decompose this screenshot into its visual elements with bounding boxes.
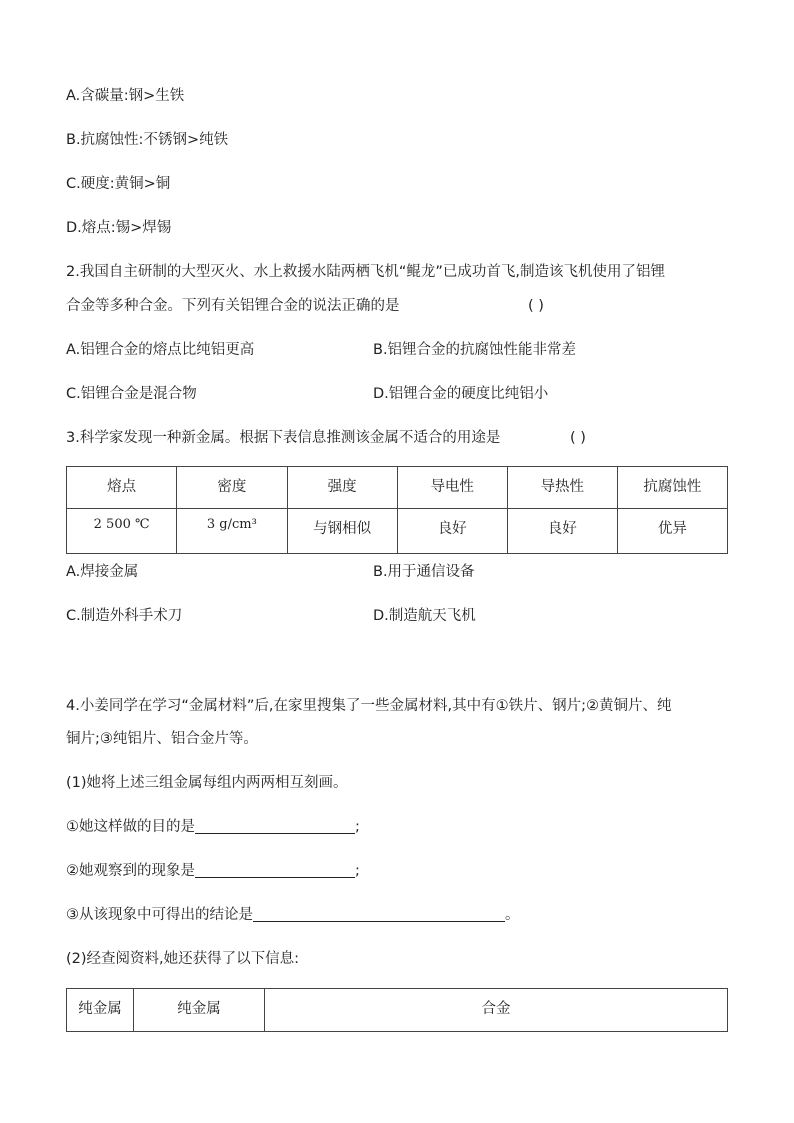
q4-table-header-row xyxy=(67,989,728,1032)
q4-sub2-answer-blank[interactable] xyxy=(195,861,355,878)
q3-header-thermal: 导热性 xyxy=(507,467,617,509)
q1-option-c: C.硬度:黄铜>铜 xyxy=(66,176,171,192)
q2-option-d: D.铝锂合金的硬度比纯铝小 xyxy=(373,386,549,402)
q3-stem-text: 3.科学家发现一种新金属。根据下表信息推测该金属不适合的用途是 xyxy=(66,430,501,446)
q4-sub2-text: ②她观察到的现象是 xyxy=(66,863,195,879)
q2-stem-line1: 2.我国自主研制的大型灭火、水上救援水陆两栖飞机“鲲龙”已成功首飞,制造该飞机使用了铝锂 xyxy=(66,264,665,280)
q3-header-strength: 强度 xyxy=(287,467,397,509)
q4-info-table xyxy=(66,988,728,1032)
q2-stem-line2 xyxy=(66,296,544,316)
q2-option-c: C.铝锂合金是混合物 xyxy=(66,386,197,402)
q3-properties-table xyxy=(66,466,728,554)
q4-sub1-end: ; xyxy=(355,819,360,835)
q4-sub3-end: 。 xyxy=(505,907,520,923)
q3-value-conductivity: 良好 xyxy=(397,509,507,554)
q4-part1: (1)她将上述三组金属每组内两两相互刻画。 xyxy=(66,775,348,791)
q3-stem xyxy=(66,428,586,448)
q4-sub3-text: ③从该现象中可得出的结论是 xyxy=(66,907,253,923)
q2-answer-paren: ( ) xyxy=(528,298,544,314)
q4-sub1 xyxy=(66,817,360,837)
q1-option-a: A.含碳量:钢>生铁 xyxy=(66,88,185,104)
q3-value-density: 3 g/cm³ xyxy=(177,509,287,554)
q4-header-alloy: 合金 xyxy=(265,989,728,1032)
q3-value-thermal: 良好 xyxy=(507,509,617,554)
q3-answer-paren: ( ) xyxy=(570,430,586,446)
q4-sub2-end: ; xyxy=(355,863,360,879)
q3-value-melting-point: 2 500 ℃ xyxy=(67,509,177,554)
q4-header-pure-metal-1: 纯金属 xyxy=(67,989,134,1032)
q3-option-b: B.用于通信设备 xyxy=(373,564,475,580)
q4-sub1-answer-blank[interactable] xyxy=(195,817,355,834)
q3-header-corrosion: 抗腐蚀性 xyxy=(617,467,727,509)
q3-table-header-row xyxy=(67,467,728,509)
q3-option-d: D.制造航天飞机 xyxy=(373,608,476,624)
q4-sub3 xyxy=(66,905,520,925)
q4-sub1-text: ①她这样做的目的是 xyxy=(66,819,195,835)
q3-header-melting-point: 熔点 xyxy=(67,467,177,509)
q2-option-b: B.铝锂合金的抗腐蚀性能非常差 xyxy=(373,342,577,358)
q4-stem-line2: 铜片;③纯铝片、铝合金片等。 xyxy=(66,731,258,747)
q3-option-c: C.制造外科手术刀 xyxy=(66,608,183,624)
q4-sub3-answer-blank[interactable] xyxy=(253,905,505,922)
q1-option-d: D.熔点:锡>焊锡 xyxy=(66,220,172,236)
q2-option-a: A.铝锂合金的熔点比纯铝更高 xyxy=(66,342,255,358)
q4-sub2 xyxy=(66,861,360,881)
q3-value-strength: 与钢相似 xyxy=(287,509,397,554)
q3-header-conductivity: 导电性 xyxy=(397,467,507,509)
q4-part2: (2)经查阅资料,她还获得了以下信息: xyxy=(66,951,300,967)
q3-header-density: 密度 xyxy=(177,467,287,509)
q3-value-corrosion: 优异 xyxy=(617,509,727,554)
q4-stem-line1: 4.小姜同学在学习“金属材料”后,在家里搜集了一些金属材料,其中有①铁片、钢片;②黄铜片、纯 xyxy=(66,698,672,714)
q2-stem-text: 合金等多种合金。下列有关铝锂合金的说法正确的是 xyxy=(66,298,400,314)
q4-header-pure-metal-2: 纯金属 xyxy=(134,989,265,1032)
q1-option-b: B.抗腐蚀性:不锈钢>纯铁 xyxy=(66,132,229,148)
q3-table-value-row xyxy=(67,509,728,554)
q3-option-a: A.焊接金属 xyxy=(66,564,139,580)
